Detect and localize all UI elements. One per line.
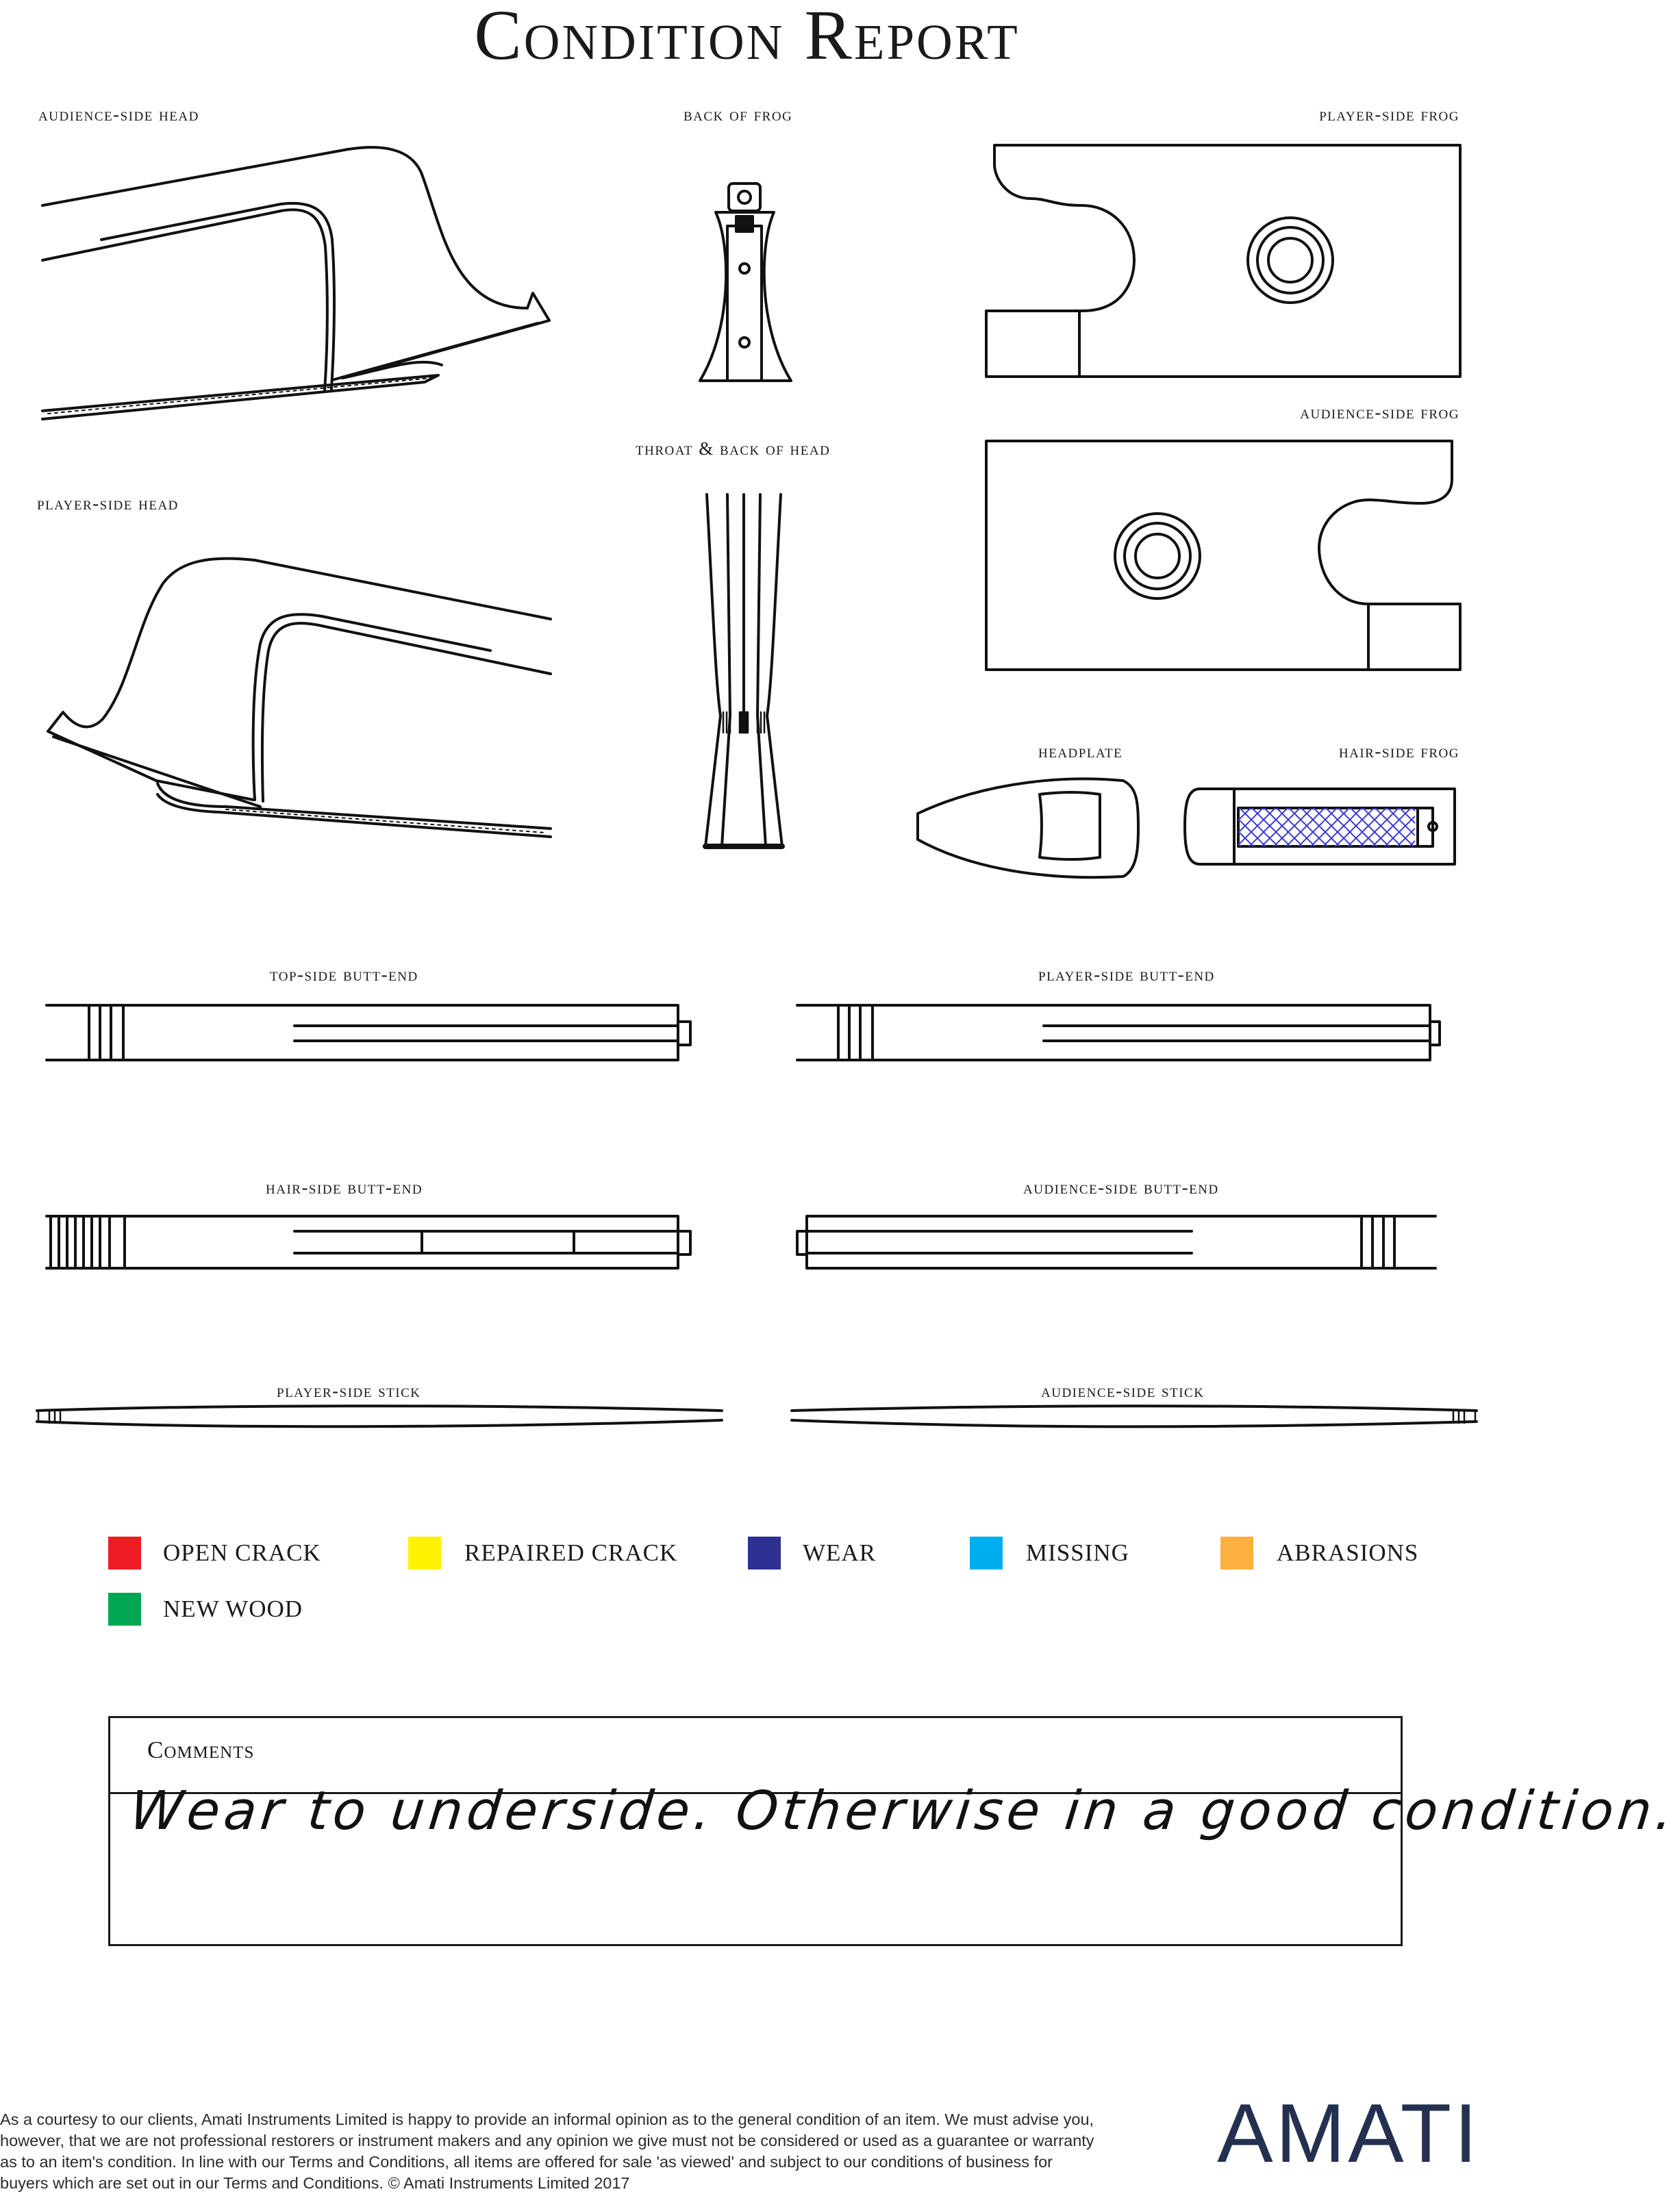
headplate-drawing [918,779,1138,877]
label-audience-side-frog: audience-side frog [1300,402,1459,423]
legend-swatch-missing [970,1537,1003,1569]
label-headplate: headplate [1038,741,1123,761]
legend-label-wear: WEAR [803,1539,877,1566]
comments-label: Comments [147,1737,255,1763]
audience-side-butt-end-drawing [797,1216,1435,1268]
audience-side-frog-drawing [986,441,1460,670]
legend-label-missing: MISSING [1026,1539,1129,1566]
legend-swatch-abrasions [1220,1537,1253,1569]
hair-side-butt-end-drawing [47,1216,690,1268]
legend-label-abrasions: ABRASIONS [1277,1539,1419,1566]
label-hair-side-butt-end: hair-side butt-end [266,1177,423,1198]
comments-handwritten-text: Wear to underside. Otherwise in a good condition. [127,1780,1680,1842]
legend-swatch-repaired-crack [408,1537,441,1569]
audience-side-head-drawing [42,147,549,419]
back-of-frog-drawing [700,184,791,381]
player-side-frog-drawing [986,145,1460,377]
legend-swatch-open-crack [108,1537,141,1569]
legend-swatch-new-wood [108,1593,141,1626]
player-side-butt-end-drawing [797,1005,1440,1060]
legend-label-new-wood: NEW WOOD [163,1596,303,1622]
disclaimer-text: As a courtesy to our clients, Amati Instruments Limited is happy to provide an informal opinion as to the general condition of an item. We must advise you, however, that we are not professional restorers or instrument makers and any opinion we give must not be considered or used as a guarantee or warranty as to an item's condition. In line with our Terms and Conditions, all items are offered for sale 'as viewed' and subject to our conditions of business for buyers which are set out in our Terms and Conditions. © Amati Instruments Limited 2017 [0,2110,1094,2192]
top-side-butt-end-drawing [47,1005,690,1060]
label-player-side-stick: player-side stick [277,1380,421,1401]
player-side-head-drawing [48,559,551,837]
label-audience-side-head: audience-side head [38,104,199,125]
page-title: Condition Report [474,0,1020,75]
amati-logo: AMATI [1217,2086,1480,2180]
throat-back-head-drawing [705,494,782,846]
label-hair-side-frog: hair-side frog [1338,741,1459,761]
label-player-side-head: player-side head [37,493,179,514]
legend-label-repaired-crack: REPAIRED CRACK [464,1539,678,1566]
label-player-side-butt-end: player-side butt-end [1038,964,1215,985]
label-back-of-frog: back of frog [684,104,793,125]
label-throat-back-head: throat & back of head [636,438,831,459]
legend-swatch-wear [748,1537,781,1569]
label-audience-side-butt-end: audience-side butt-end [1023,1177,1219,1198]
audience-side-stick-drawing [792,1406,1477,1426]
player-side-stick-drawing [37,1406,722,1426]
hair-side-frog-drawing [1185,789,1455,864]
label-audience-side-stick: audience-side stick [1041,1380,1205,1401]
wear-mark [1238,808,1415,846]
legend-label-open-crack: OPEN CRACK [163,1539,321,1566]
label-player-side-frog: player-side frog [1319,104,1459,125]
label-top-side-butt-end: top-side butt-end [270,964,418,985]
